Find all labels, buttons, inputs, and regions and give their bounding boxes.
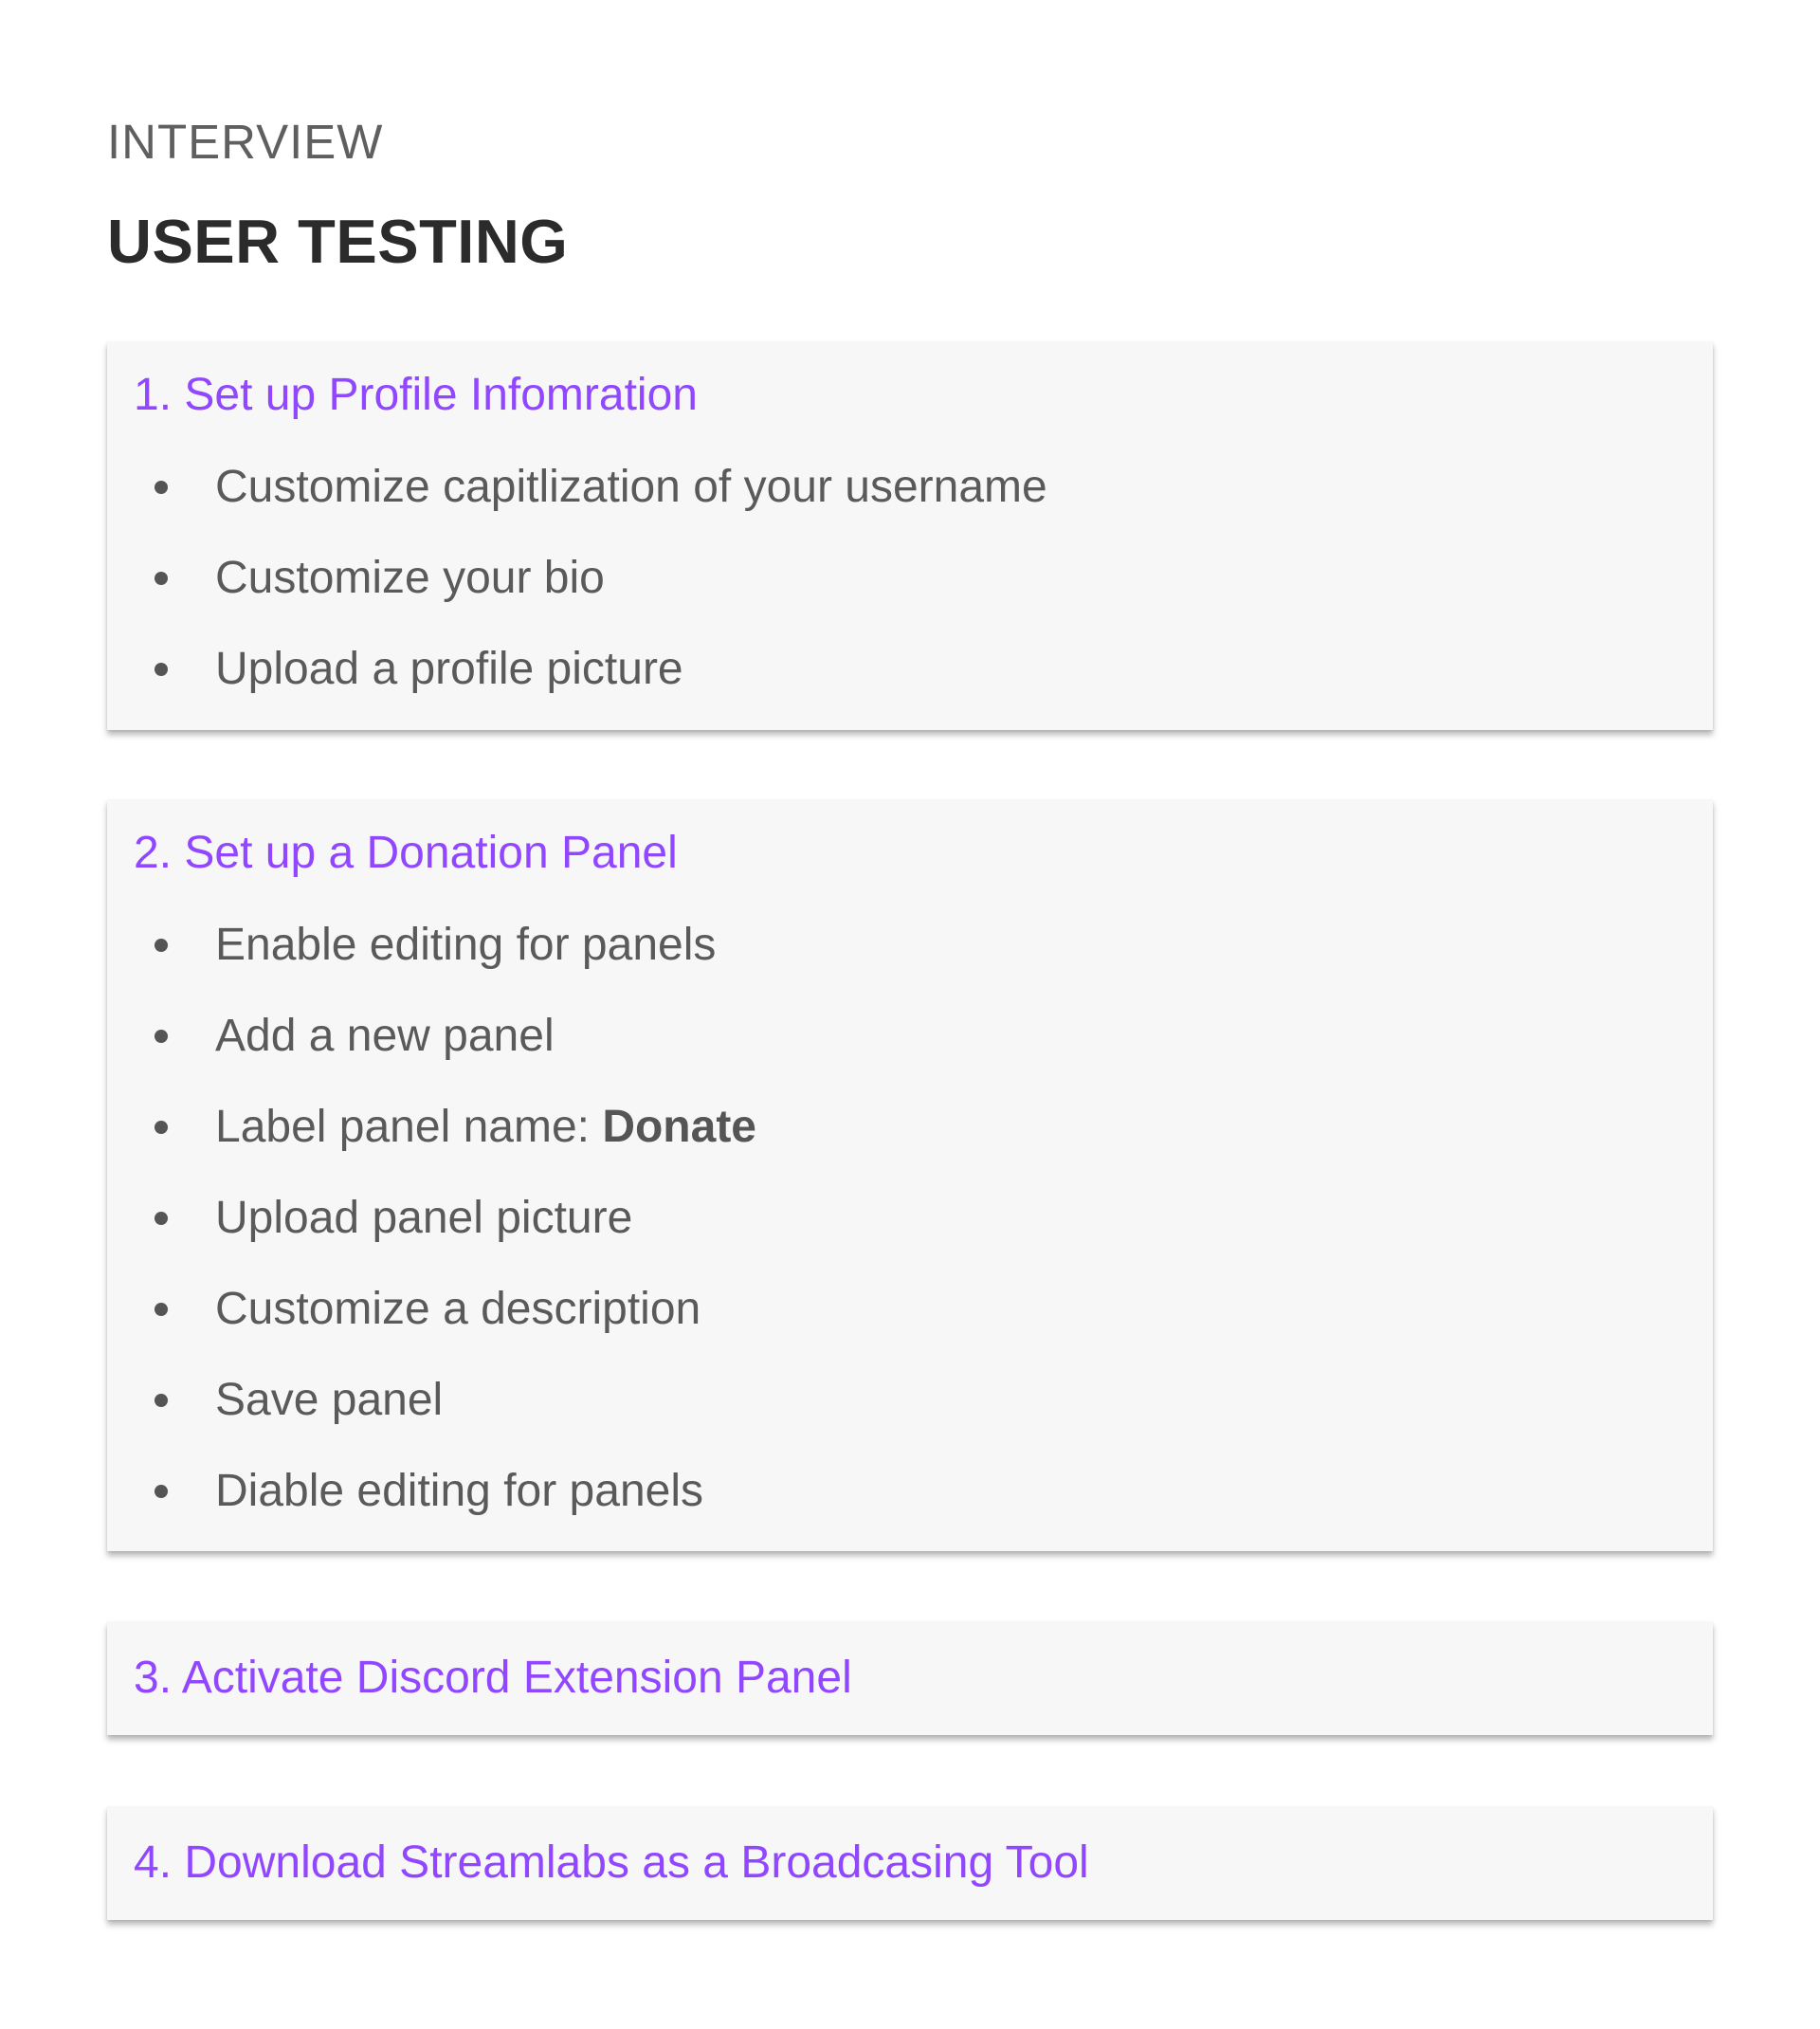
section-eyebrow: INTERVIEW <box>107 115 384 169</box>
task-step-text: Label panel name: <box>215 1102 603 1152</box>
task-heading: 2. Set up a Donation Panel <box>134 828 678 878</box>
task-step-text: Upload panel picture <box>215 1193 633 1243</box>
panel-name-value: Donate <box>602 1102 756 1152</box>
task-card-profile <box>107 341 1713 730</box>
bullet-icon <box>155 1121 168 1134</box>
task-step-text: Upload a profile picture <box>215 644 683 694</box>
task-card-streamlabs <box>107 1806 1713 1920</box>
page-title: USER TESTING <box>107 207 569 276</box>
bullet-icon <box>155 572 168 585</box>
task-step-text: Enable editing for panels <box>215 920 717 970</box>
task-heading: 4. Download Streamlabs as a Broadcasing Tool <box>134 1837 1089 1888</box>
task-heading: 1. Set up Profile Infomration <box>134 370 698 420</box>
bullet-icon <box>155 1212 168 1225</box>
task-step-text: Customize capitlization of your username <box>215 462 1047 512</box>
bullet-icon <box>155 1485 168 1498</box>
bullet-icon <box>155 1394 168 1407</box>
bullet-icon <box>155 1303 168 1316</box>
task-card-donation-panel <box>107 799 1713 1551</box>
task-step-text: Add a new panel <box>215 1011 555 1061</box>
task-step-text: Customize your bio <box>215 553 605 603</box>
task-card-discord-extension <box>107 1621 1713 1735</box>
task-step-text: Save panel <box>215 1375 444 1425</box>
task-step-text: Customize a description <box>215 1284 701 1334</box>
task-step-text: Diable editing for panels <box>215 1466 703 1516</box>
bullet-icon <box>155 1030 168 1043</box>
task-heading: 3. Activate Discord Extension Panel <box>134 1653 852 1703</box>
task-step-text-with-label <box>215 1099 756 1156</box>
bullet-icon <box>155 939 168 952</box>
bullet-icon <box>155 663 168 676</box>
bullet-icon <box>155 481 168 494</box>
